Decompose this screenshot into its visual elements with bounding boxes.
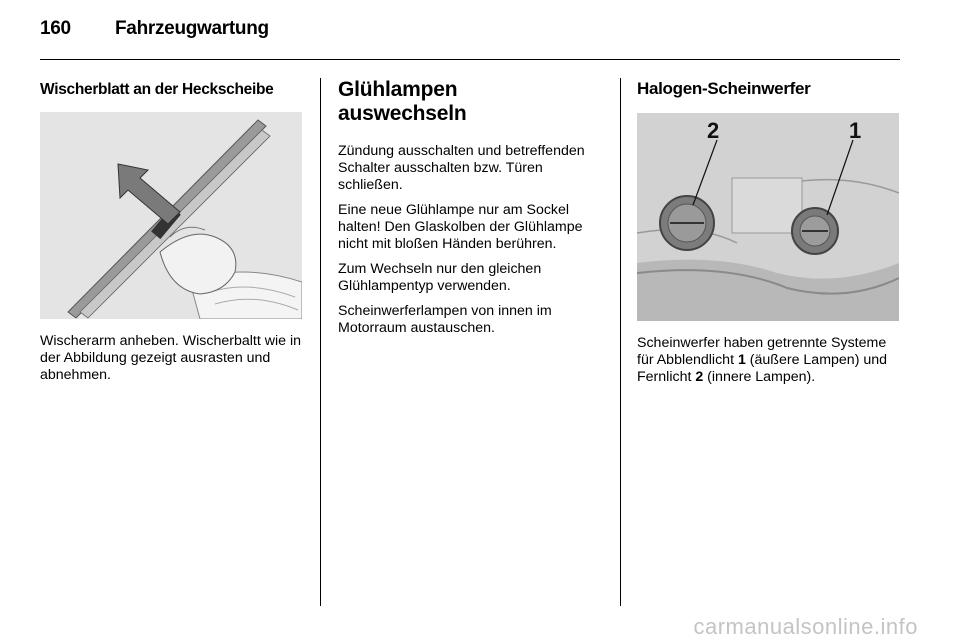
wiper-blade-removal-illustration: [40, 112, 302, 319]
watermark: carmanualsonline.info: [693, 614, 918, 639]
halogen-bold-2: 2: [695, 369, 704, 385]
column-divider-1: [320, 78, 321, 606]
callout-label-1: 1: [849, 118, 862, 143]
heading-bulbs-line2: auswechseln: [338, 102, 467, 125]
halogen-text-part2: (äußere Lampen) und Fernlicht: [637, 352, 888, 385]
header-rule: [40, 59, 900, 60]
column-divider-2: [620, 78, 621, 606]
halogen-description: [637, 335, 903, 386]
page-number: 160: [40, 18, 71, 39]
callout-label-2: 2: [707, 118, 720, 143]
section-heading-bulbs: [338, 78, 604, 126]
column-bulbs: [338, 78, 604, 337]
halogen-bold-1: 1: [737, 352, 746, 368]
halogen-text-part3: (innere Lampen).: [703, 369, 816, 385]
bulbs-paragraph: Zum Wechseln nur den gleichen Glühlampentyp verwenden.: [338, 261, 542, 294]
bulbs-paragraph: Zündung ausschalten und betreffenden Schalter ausschalten bzw. Türen schließen.: [338, 143, 585, 193]
bulbs-paragraph: Eine neue Glühlampe nur am Sockel halten! Den Glaskolben der Glühlampe nicht mit bloßen Händen berühren.: [338, 202, 583, 252]
heading-bulbs-line1: Glühlampen: [338, 78, 458, 101]
bulbs-paragraph: Scheinwerferlampen von innen im Motorraum austauschen.: [338, 303, 552, 336]
column-wiper: [40, 78, 302, 384]
halogen-text-part1: Scheinwerfer haben getrennte Systeme für Abblendlicht: [637, 335, 887, 368]
halogen-headlamp-figure: [637, 113, 899, 321]
bulbs-body: [338, 143, 604, 337]
wiper-instruction-text: Wischerarm anheben. Wischerbaltt wie in der Abbildung gezeigt ausrasten und abnehmen.: [40, 333, 301, 383]
section-heading-wiper: Wischerblatt an der Heckscheibe: [40, 81, 274, 98]
halogen-headlamp-photo: [637, 113, 899, 321]
column-halogen: [637, 78, 903, 386]
section-heading-halogen: Halogen-Scheinwerfer: [637, 79, 811, 98]
wiper-blade-figure: [40, 112, 302, 319]
chapter-title: Fahrzeugwartung: [115, 18, 269, 39]
